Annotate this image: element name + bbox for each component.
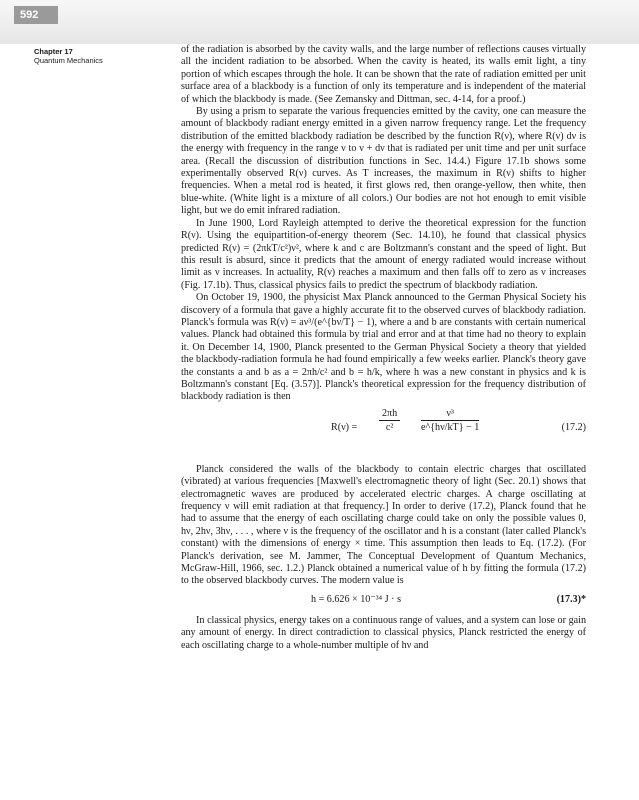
chapter-title: Quantum Mechanics [34,56,103,65]
equation-number: (17.2) [561,421,586,433]
equation-number: (17.3)* [556,593,586,605]
page-header-bar [0,0,639,44]
paragraph: of the radiation is absorbed by the cavity walls, and the large number of reflections causes virtually all the incident radiation to be absorbed. When the cavity is heated, its walls emit light, a tiny portion of which escapes through the hole. It can be shown that the rate of radiation emitted per unit surface area of a blackbody is a function of only its temperature and is independent of the material of which the blackbody is made. (See Zemansky and Dittman, sec. 4-14, for a proof.) [181,44,586,105]
fraction-1-numerator: 2πh [379,408,400,421]
paragraph: Planck considered the walls of the blackbody to contain electric charges that oscillated (vibrated) at various frequencies [Maxwell's electromagnetic theory of light (Sec. 20.1) shows that electromagnetic waves are produced by accelerated electric charges. A charge oscillating at frequency ν will emit radiation at that frequency.] In order to derive (17.2), Planck found that he had to assume that the energy of each oscillating charge could take on only the possible values 0, hν, 2hν, 3hν, . . . , where ν is the frequency of the oscillator and h is a constant (later called Planck's constant) with the dimensions of energy × time. This assumption then leads to Eq. (17.2). (For Planck's derivation, see M. Jammer, The Conceptual Development of Quantum Mechanics, McGraw-Hill, 1966, sec. 1.2.) Planck obtained a numerical value of h by fitting the formula (17.2) to the observed blackbody curves. The modern value is [181,463,586,587]
paragraph: On October 19, 1900, the physicist Max Planck announced to the German Physical Society his discovery of a formula that gave a highly accurate fit to the observed curves of blackbody radiation. Planck's formula was R(ν) = aν³/(e^{bν/T} − 1), where a and b are constants with certain numerical values. Planck had obtained this formula by trial and error and at that time had no theory to explain it. On December 14, 1900, Planck presented to the German Physical Society a theory that yielded the blackbody-radiation formula he had found empirically a few weeks earlier. Planck's theory gave the constants a and b as a = 2πh/c² and b = h/k, where h was a new constant in physics and k is Boltzmann's constant [Eq. (3.57)]. Planck's theoretical expression for the frequency distribution of blackbody radiation is then [181,292,586,403]
chapter-label: Chapter 17 [34,47,73,56]
page-number: 592 [14,6,58,24]
equation-body: h = 6.626 × 10⁻³⁴ J · s [311,593,401,605]
main-text [181,44,586,652]
chapter-sidebar [34,47,164,65]
equation-17-2 [181,408,586,458]
equation-17-3 [181,591,586,611]
fraction-2 [421,408,479,435]
paragraph: By using a prism to separate the various frequencies emitted by the cavity, one can measure the amount of blackbody radiant energy emitted in a given narrow frequency range. Let the frequency distribution of the emitted blackbody radiation be described by the function R(ν), where R(ν) dν is the energy with frequency in the range ν to ν + dν that is radiated per unit time and per unit surface area. (Recall the discussion of distribution functions in Sec. 14.4.) Figure 17.1b shows some experimentally observed R(ν) curves. As T increases, the maximum in R(ν) shifts to higher frequencies. When a metal rod is heated, it first glows red, then orange-yellow, then white, then blue-white. (White light is a mixture of all colors.) Our bodies are not hot enough to emit visible light, but we do emit infrared radiation. [181,106,586,217]
fraction-2-denominator: e^{hν/kT} − 1 [421,422,480,434]
equation-lhs: R(ν) = [331,421,358,433]
fraction-1-denominator: c² [385,422,394,434]
paragraph: In June 1900, Lord Rayleigh attempted to derive the theoretical expression for the function R(ν). Using the equipartition-of-energy theorem (Sec. 14.10), he found that classical physics predicted R(ν) = (2πkT/c²)ν², where k and c are Boltzmann's constant and the speed of light. But this result is absurd, since it predicts that the amount of energy radiated would increase without limit as ν increases. In actuality, R(ν) reaches a maximum and then falls off to zero as ν increases (Fig. 17.1b). Thus, classical physics fails to predict the spectrum of blackbody radiation. [181,217,586,291]
paragraph: In classical physics, energy takes on a continuous range of values, and a system can lose or gain any amount of energy. In direct contradiction to classical physics, Planck restricted the energy of each oscillating charge to a whole-number multiple of hν and [181,614,586,651]
fraction-2-numerator: ν³ [421,408,479,421]
fraction-1 [379,408,400,435]
